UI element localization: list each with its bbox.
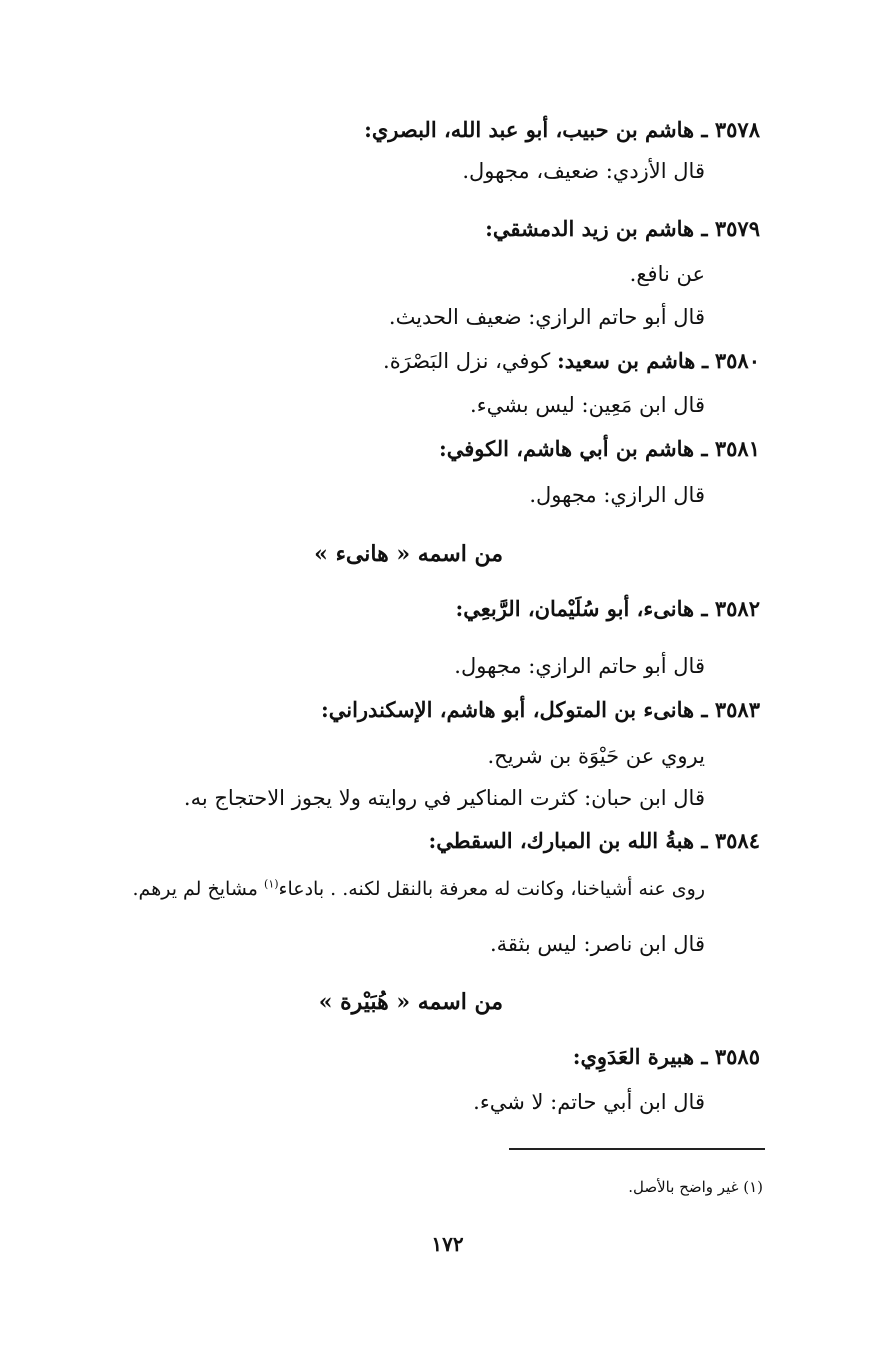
entry-name: هانىء، أبو سُلَيْمان، الرَّبعِي: xyxy=(455,596,695,621)
separator: ـ xyxy=(701,436,708,461)
narration-text: مشايخ لم يرهم. xyxy=(132,878,265,900)
entry-line: قال أبو حاتم الرازي: مجهول. xyxy=(454,654,705,678)
separator: ـ xyxy=(701,697,708,722)
entry-number: ٣٥٧٩ xyxy=(714,216,760,241)
entry-number: ٣٥٨٢ xyxy=(714,596,760,621)
entry-heading-3579 xyxy=(485,214,760,244)
entry-line: قال الرازي: مجهول. xyxy=(529,483,705,507)
separator: ـ xyxy=(701,216,708,241)
entry-line: قال ابن أبي حاتم: لا شيء. xyxy=(473,1090,705,1114)
entry-line: قال الأزدي: ضعيف، مجهول. xyxy=(462,159,705,183)
separator: ـ xyxy=(701,1044,708,1069)
entry-description: كوفي، نزل البَصْرَة. xyxy=(383,349,551,373)
entry-name: هاشم بن أبي هاشم، الكوفي: xyxy=(438,436,695,461)
separator: ـ xyxy=(701,828,708,853)
entry-heading-3580 xyxy=(383,346,760,376)
entry-number: ٣٥٧٨ xyxy=(714,117,760,142)
entry-heading-3582 xyxy=(455,594,760,624)
entry-line: قال ابن حبان: كثرت المناكير في روايته ولا يجوز الاحتجاج به. xyxy=(183,786,705,810)
separator: ـ xyxy=(701,596,708,621)
entry-heading-3578 xyxy=(364,115,760,145)
narration-text: روى عنه أشياخنا، وكانت له معرفة بالنقل لكنه. . بادعاء xyxy=(278,878,705,900)
entry-name: هبيرة العَدَوِي: xyxy=(572,1044,695,1069)
entry-line: قال ابن ناصر: ليس بثقة. xyxy=(489,932,705,956)
entry-narration xyxy=(133,874,705,904)
entry-name: هبةُ الله بن المبارك، السقطي: xyxy=(428,828,695,853)
entry-name: هاشم بن زيد الدمشقي: xyxy=(485,216,695,241)
page-number: ١٧٢ xyxy=(431,1232,464,1256)
separator: ـ xyxy=(702,348,709,373)
entry-number: ٣٥٨٠ xyxy=(714,348,760,373)
section-heading: من اسمه « هانىء » xyxy=(314,541,503,567)
entry-number: ٣٥٨١ xyxy=(714,436,760,461)
entry-heading-3585 xyxy=(573,1042,760,1072)
entry-heading-3584 xyxy=(428,826,760,856)
entry-line: يروي عن حَيْوَة بن شريح. xyxy=(487,744,705,768)
entry-name: هانىء بن المتوكل، أبو هاشم، الإسكندراني: xyxy=(320,697,695,722)
footnote-rule xyxy=(509,1148,765,1150)
entry-heading-3583 xyxy=(321,695,760,725)
footnote-marker[interactable]: (١) xyxy=(264,877,279,891)
entry-heading-3581 xyxy=(439,434,760,464)
entry-line: قال ابن مَعِين: ليس بشيء. xyxy=(470,393,705,417)
separator: ـ xyxy=(701,117,708,142)
entry-number: ٣٥٨٤ xyxy=(714,828,760,853)
footnote: (١) غير واضح بالأصل. xyxy=(628,1178,763,1196)
section-heading: من اسمه « هُبَيْرة » xyxy=(318,989,503,1015)
entry-name: هاشم بن حبيب، أبو عبد الله، البصري: xyxy=(364,117,695,142)
entry-number: ٣٥٨٥ xyxy=(714,1044,760,1069)
entry-line: قال أبو حاتم الرازي: ضعيف الحديث. xyxy=(388,305,705,329)
entry-number: ٣٥٨٣ xyxy=(714,697,760,722)
entry-name: هاشم بن سعيد: xyxy=(557,348,696,373)
entry-line: عن نافع. xyxy=(629,262,705,286)
